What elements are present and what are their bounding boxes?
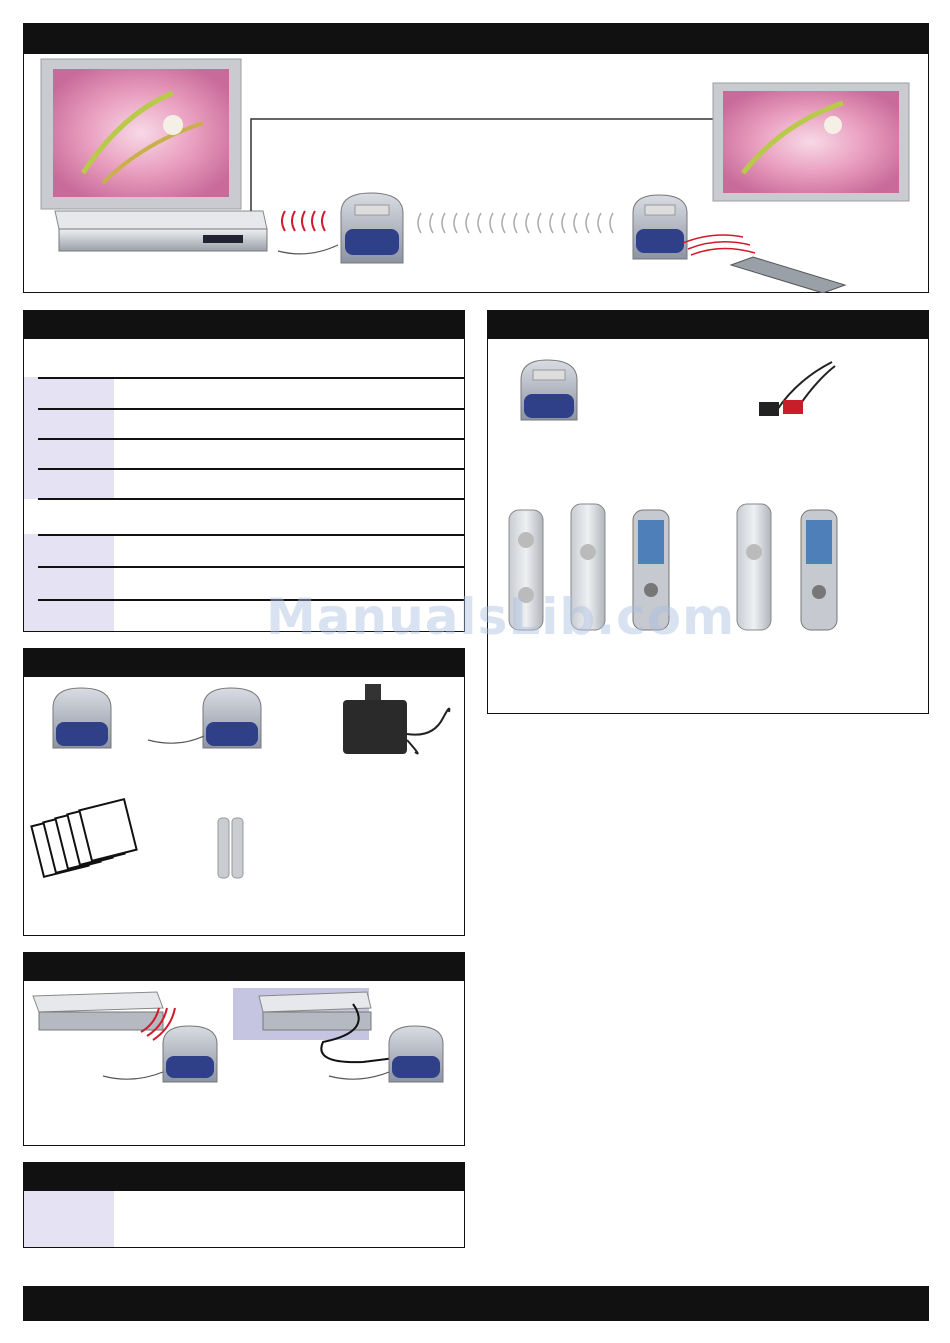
notes-panel [23, 1162, 465, 1248]
accessories-header-bar [488, 311, 928, 339]
batteries-icon [218, 818, 243, 878]
touchscreen-remote-icon [801, 510, 837, 630]
accessories-illustration [487, 340, 929, 714]
extender-icon [53, 688, 111, 748]
dvd-player-icon [55, 211, 267, 251]
tv-right-icon [713, 83, 909, 201]
watermark: ManualsLib.com [266, 588, 736, 646]
power-adapter-icon [343, 684, 449, 754]
spec-table-panel [23, 310, 465, 632]
ir-signal-icon [683, 235, 755, 255]
box-contents-illustration [23, 678, 465, 936]
row-divider [38, 377, 464, 379]
row-divider [38, 468, 464, 470]
ir-cable-icon [759, 362, 835, 416]
extender-icon [341, 193, 403, 263]
manual-booklets-icon [31, 799, 136, 877]
dvd-with-extender-icon [33, 992, 217, 1082]
hero-header-bar [24, 24, 928, 54]
notes-header-bar [24, 1163, 464, 1191]
dvd-with-cabled-extender-icon [233, 988, 443, 1082]
extender-with-cable-icon [148, 688, 261, 748]
ir-signal-icon [282, 211, 325, 231]
footer-bar [23, 1286, 929, 1321]
row-divider [38, 438, 464, 440]
remote-control-icon [731, 257, 845, 293]
row-divider [38, 408, 464, 410]
spec-table-header-bar [24, 311, 464, 339]
row-divider [38, 534, 464, 536]
notes-label-cell [24, 1191, 114, 1248]
ir-signal-icon [418, 213, 613, 233]
hero-illustration [23, 53, 929, 293]
box-contents-header-bar [24, 649, 464, 677]
row-divider [38, 566, 464, 568]
setup-header-bar [24, 953, 464, 981]
extender-icon [521, 360, 577, 420]
tv-left-icon [41, 59, 241, 209]
row-divider [38, 498, 464, 500]
spec-row-label-cell [24, 534, 114, 632]
remote-control-icon [737, 504, 771, 630]
extender-icon [633, 195, 687, 259]
setup-illustration [23, 982, 465, 1146]
